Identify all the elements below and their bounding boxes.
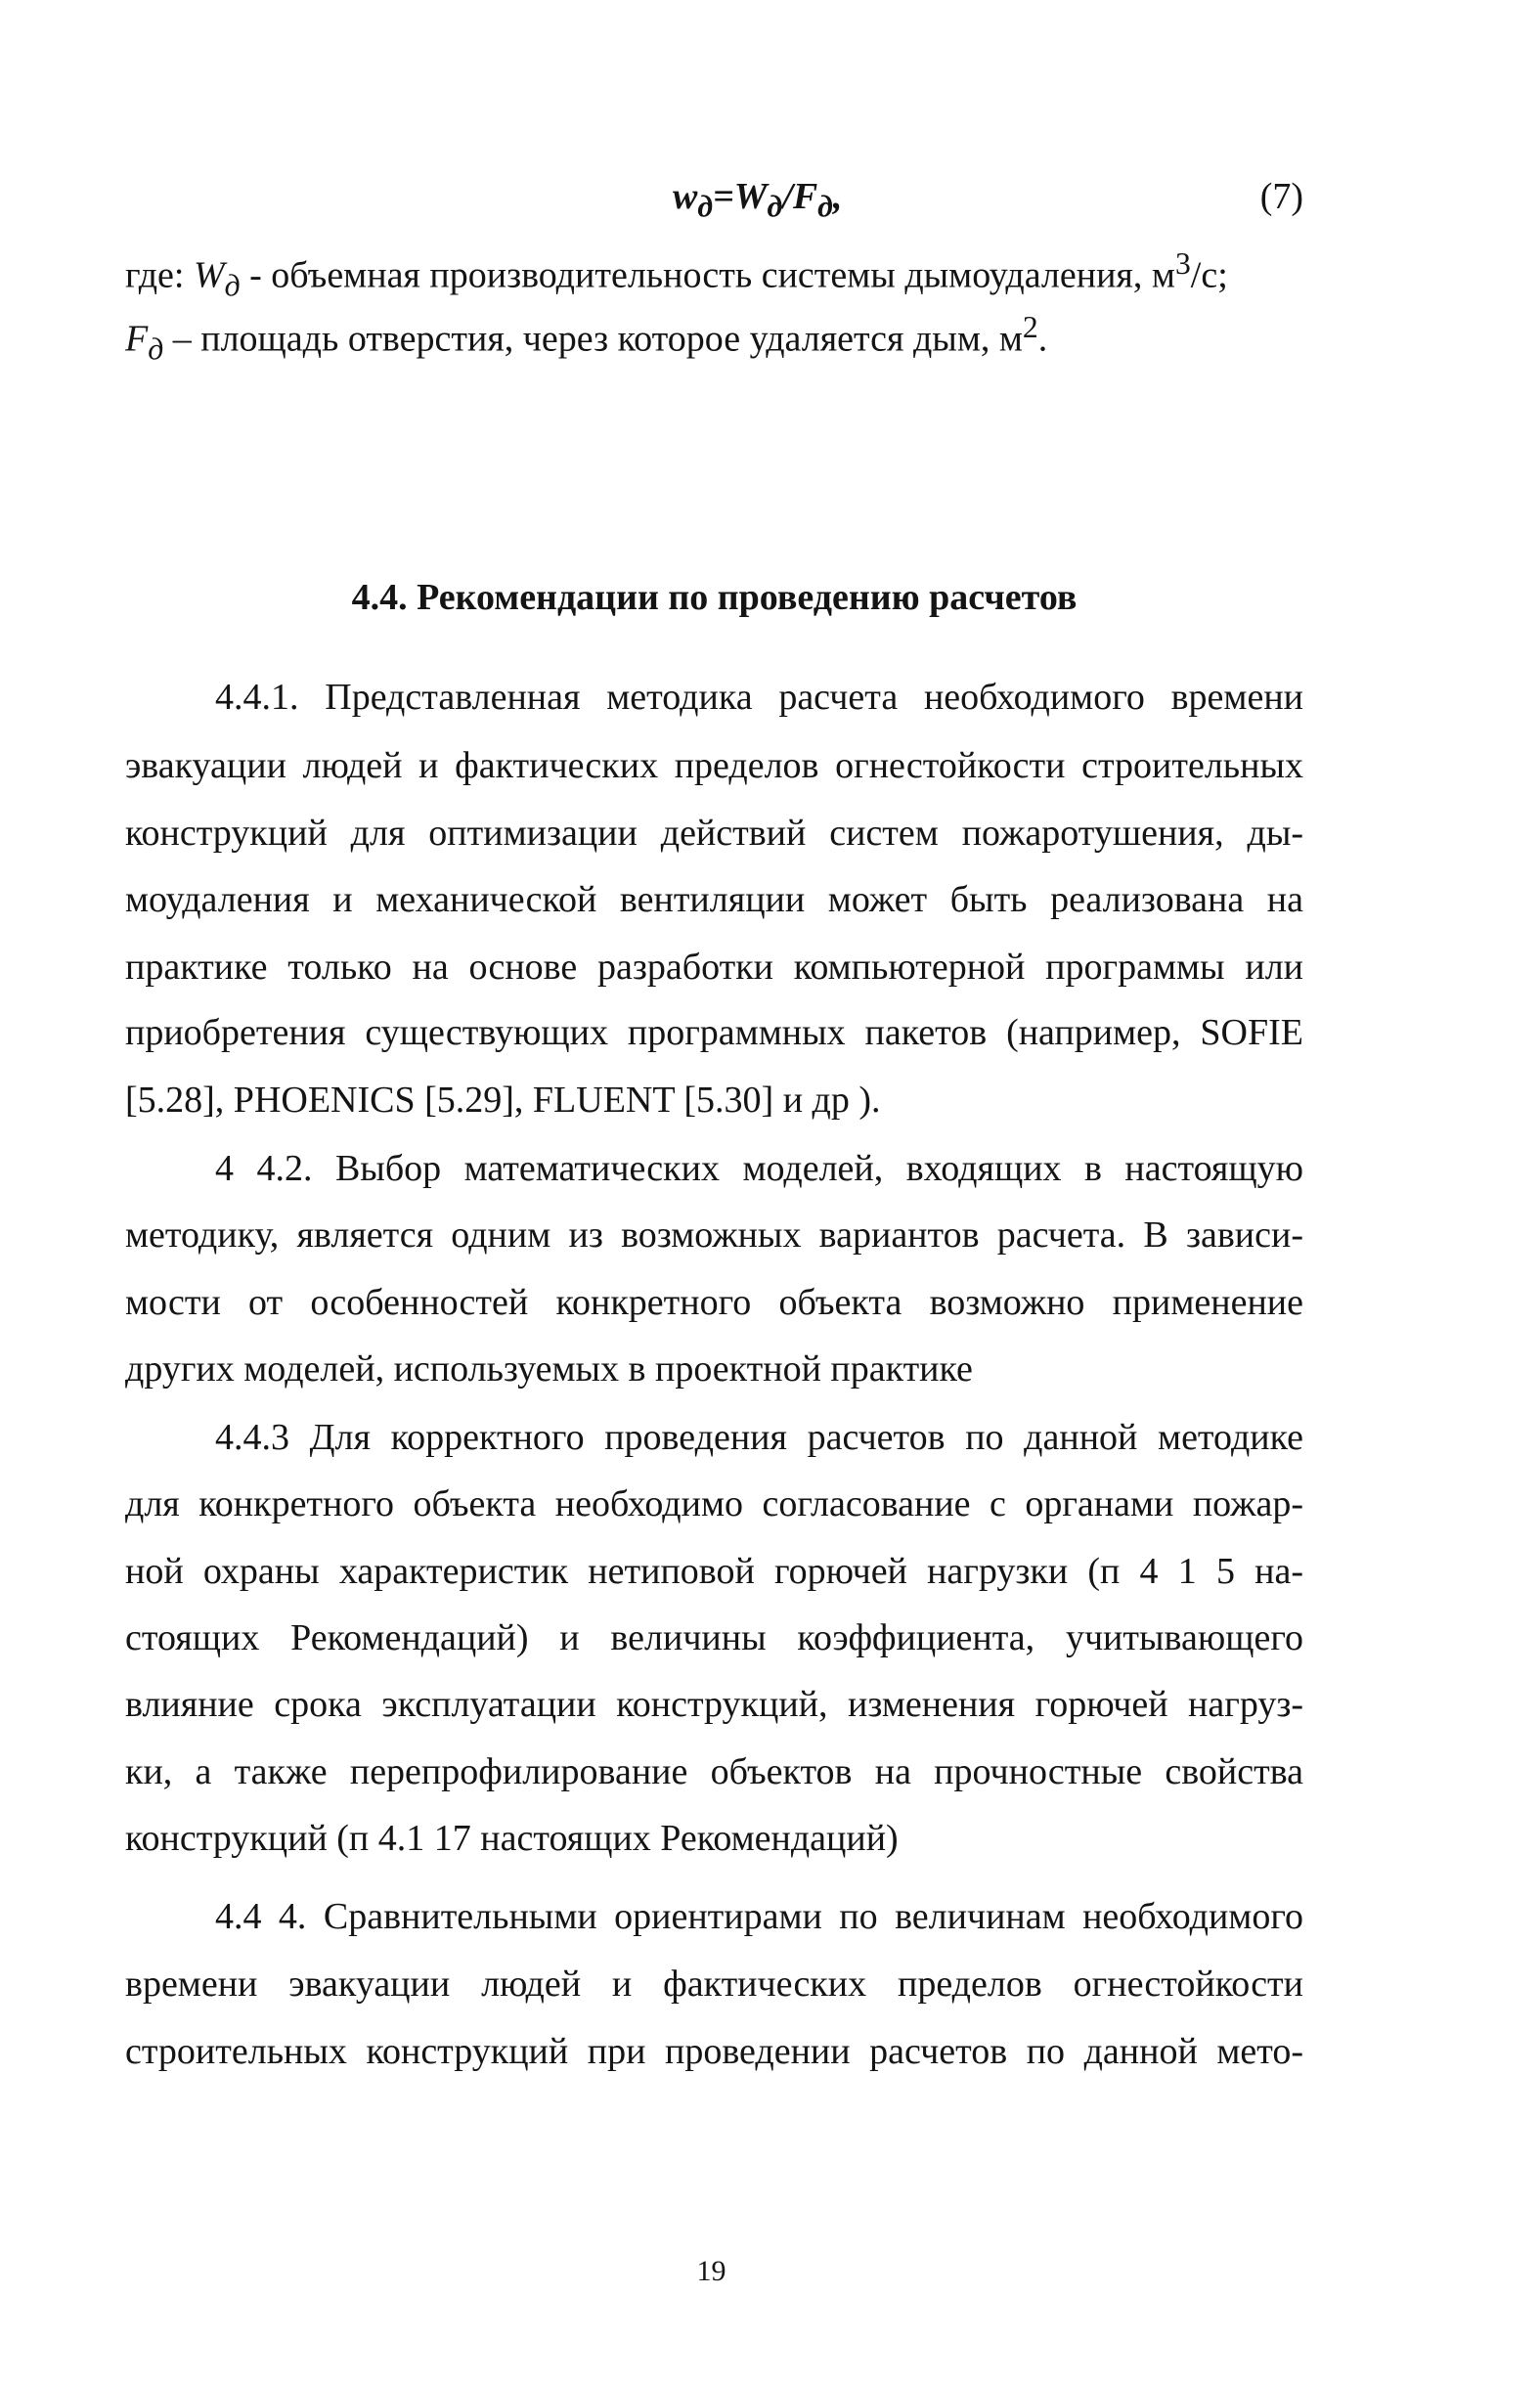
- formula-row: [125, 174, 1303, 224]
- text-line: строительных конструкций при проведении расчетов по данной мето-: [125, 2031, 1303, 2072]
- text-line: [5.28], PHOENICS [5.29], FLUENT [5.30] и др ).: [125, 1080, 881, 1121]
- text-line: 4.4.3 Для корректного проведения расчетов по данной методике: [215, 1417, 1303, 1458]
- unit-exponent-2: 2: [1022, 310, 1038, 344]
- text-line: мости от особенностей конкретного объекта возможно применение: [125, 1282, 1303, 1323]
- formula-W-subscript: д: [767, 189, 783, 224]
- formula-F-subscript: д: [817, 189, 833, 224]
- text-line: конструкций (п 4.1 17 настоящих Рекомендаций): [125, 1818, 899, 1859]
- text-line: для конкретного объекта необходимо согласование с органами пожар-: [125, 1483, 1303, 1524]
- text-line: моудаления и механической вентиляции может быть реализована на: [125, 879, 1303, 920]
- section-heading: 4.4. Рекомендации по проведению расчетов: [351, 577, 1078, 618]
- text-line: практике только на основе разработки компьютерной программы или: [125, 947, 1303, 988]
- formula-F: F: [792, 176, 818, 217]
- formula-w: w: [673, 176, 698, 217]
- text-line: 4 4.2. Выбор математических моделей, входящих в настоящую: [215, 1148, 1303, 1189]
- definition-W-text: - объемная производительность системы дымоудаления, м: [240, 254, 1175, 296]
- formula-comma: ,: [832, 176, 843, 217]
- where-label: где:: [125, 254, 185, 296]
- definition-W: [125, 242, 1303, 308]
- formula-w-subscript: д: [697, 189, 714, 224]
- symbol-F: F: [125, 318, 149, 360]
- text-line: методику, является одним из возможных вариантов расчета. В зависи-: [125, 1214, 1303, 1256]
- text-line: конструкций для оптимизации действий систем пожаротушения, ды-: [125, 813, 1303, 854]
- text-line: 4.4.1. Представленная методика расчета необходимого времени: [215, 677, 1303, 718]
- formula-7: [673, 174, 842, 230]
- text-line: приобретения существующих программных пакетов (например, SOFIE: [125, 1012, 1303, 1053]
- page-number: 19: [696, 2255, 726, 2287]
- symbol-W-subscript: д: [224, 268, 241, 303]
- formula-W: W: [733, 176, 768, 217]
- text-line: времени эвакуации людей и фактических пределов огнестойкости: [125, 1964, 1303, 2005]
- definition-F: [125, 305, 1303, 372]
- formula-equals: =: [713, 176, 734, 217]
- formula-slash: /: [782, 176, 793, 217]
- symbol-W: W: [193, 254, 225, 296]
- equation-number: (7): [1259, 176, 1303, 217]
- text-line: ки, а также перепрофилирование объектов на прочностные свойства: [125, 1751, 1303, 1792]
- text-line: стоящих Рекомендаций) и величины коэффициента, учитывающего: [125, 1617, 1303, 1658]
- text-line: эвакуации людей и фактических пределов огнестойкости строительных: [125, 745, 1303, 786]
- text-line: других моделей, используемых в проектной практике: [125, 1348, 973, 1390]
- symbol-F-subscript: д: [148, 331, 164, 367]
- unit-tail-F: .: [1037, 318, 1048, 360]
- unit-tail-W: /с;: [1190, 254, 1228, 296]
- text-line: 4.4 4. Сравнительными ориентирами по величинам необходимого: [215, 1896, 1303, 1937]
- definition-F-text: – площадь отверстия, через которое удаляется дым, м: [163, 318, 1023, 360]
- unit-exponent-3: 3: [1174, 246, 1191, 281]
- text-line: ной охраны характеристик нетиповой горючей нагрузки (п 4 1 5 на-: [125, 1551, 1303, 1592]
- text-line: влияние срока эксплуатации конструкций, изменения горючей нагруз-: [125, 1684, 1303, 1725]
